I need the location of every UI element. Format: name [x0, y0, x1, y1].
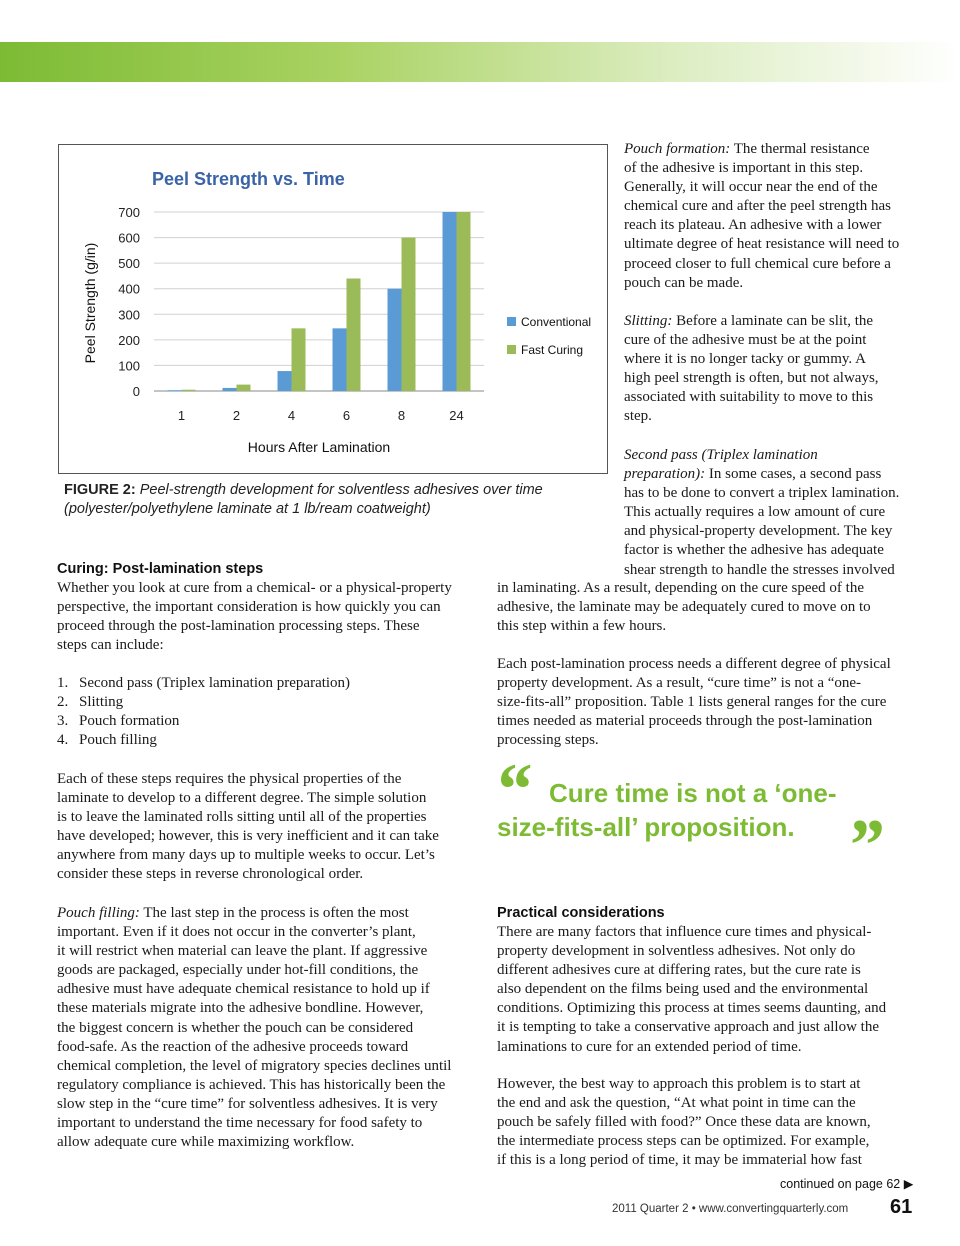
- practical-paragraph-2: [497, 1075, 927, 1170]
- practical-paragraph-1: [497, 923, 927, 1057]
- text-line: property development. As a result, “cure time” is not a “one-: [497, 675, 862, 692]
- second-pass-lead-2: preparation):: [624, 466, 706, 483]
- bar-fast-curing-4: [292, 328, 306, 391]
- peel-strength-chart: [58, 144, 608, 474]
- text-line: in laminating. As a result, depending on the cure speed of the: [497, 580, 864, 596]
- y-tick-label: 200: [118, 332, 140, 348]
- bar-conventional-8: [388, 289, 402, 391]
- text-line: different adhesives cure at differing rates, but the cure rate is: [497, 962, 861, 979]
- text-line: these materials migrate into the adhesive bondline. However,: [57, 1000, 424, 1017]
- list-number: 3.: [57, 713, 69, 730]
- text-line: However, the best way to approach this problem is to start at: [497, 1076, 861, 1092]
- text-line: There are many factors that influence cure times and physical-: [497, 924, 872, 940]
- text-line: laminate to develop to a different degree. The simple solution: [57, 790, 427, 807]
- text-line: proceed through the post-lamination processing steps. These: [57, 618, 420, 635]
- bar-conventional-6: [333, 328, 347, 391]
- text-line: The thermal resistance: [733, 141, 870, 157]
- text-line: has to be done to convert a triplex lamination.: [624, 485, 900, 502]
- text-line: proceed closer to full chemical cure before a: [624, 255, 891, 272]
- text-line: This actually requires a low amount of cure: [624, 504, 886, 521]
- bar-fast-curing-24: [457, 212, 471, 391]
- bar-fast-curing-1: [182, 390, 196, 391]
- text-line: times needed as material proceeds through the post-lamination: [497, 713, 873, 730]
- x-tick-label: 6: [342, 408, 351, 423]
- text-line: pouch be safely filled with food?” Once these data are known,: [497, 1114, 871, 1131]
- bar-conventional-4: [278, 371, 292, 391]
- second-pass-continuation: [497, 579, 927, 636]
- list-item: [57, 731, 487, 750]
- header-color-band: [0, 42, 960, 82]
- text-line: also dependent on the films being used and the environmental: [497, 981, 869, 998]
- text-line: high peel strength is often, but not always,: [624, 370, 879, 387]
- pouch-filling-lead: Pouch filling:: [57, 905, 140, 921]
- bar-conventional-1: [168, 390, 182, 391]
- bar-conventional-24: [443, 212, 457, 391]
- second-pass-paragraph: [624, 446, 924, 580]
- list-item: [57, 693, 487, 712]
- text-line: important. Even if it does not occur in the converter’s plant,: [57, 924, 416, 941]
- bar-conventional-2: [223, 388, 237, 391]
- x-tick-label: 2: [232, 408, 241, 423]
- text-line: where it is no longer tacky or gummy. A: [624, 351, 866, 368]
- text-line: it will restrict when material can leave the plant. If aggressive: [57, 943, 428, 960]
- y-tick-label: 500: [118, 256, 140, 272]
- text-line: chemical cure and after the peel strength has: [624, 198, 891, 215]
- text-line: adhesive, the laminate may be adequately cured to move on to: [497, 599, 871, 616]
- text-line: laminations to cure for an extended period of time.: [497, 1038, 802, 1055]
- bar-fast-curing-2: [237, 385, 251, 391]
- text-line: the end and ask the question, “At what point in time can the: [497, 1095, 856, 1112]
- legend-label-fast-curing: Fast Curing: [521, 343, 584, 357]
- text-line: the intermediate process steps can be optimized. For example,: [497, 1133, 870, 1150]
- curing-intro-paragraph: [57, 579, 487, 655]
- y-tick-label: 600: [118, 230, 140, 246]
- text-line: pouch can be made.: [624, 274, 744, 291]
- list-number: 1.: [57, 675, 69, 691]
- text-line: food-safe. As the reaction of the adhesive proceeds toward: [57, 1038, 409, 1055]
- text-line: Each post-lamination process needs a different degree of physical: [497, 656, 891, 672]
- cure-time-paragraph: [497, 655, 927, 750]
- chart-canvas: [59, 145, 607, 473]
- caption-line-1: Peel-strength development for solventless adhesives over time: [139, 482, 543, 498]
- bar-fast-curing-6: [347, 278, 361, 391]
- x-tick-label: 1: [177, 408, 186, 423]
- caption-line-2: (polyester/polyethylene laminate at 1 lb/ream coatweight): [64, 501, 431, 517]
- continued-link[interactable]: continued on page 62 ▶: [780, 1177, 914, 1191]
- figure-label: FIGURE 2:: [64, 482, 136, 498]
- issue-footer: 2011 Quarter 2 • www.convertingquarterly.com: [612, 1203, 849, 1215]
- text-line: size-fits-all” proposition. Table 1 lists general ranges for the cure: [497, 694, 887, 711]
- y-axis-label: Peel Strength (g/in): [82, 242, 98, 364]
- text-line: Generally, it will occur near the end of the: [624, 179, 878, 196]
- text-line: it is tempting to take a conservative approach and just allow the: [497, 1019, 879, 1036]
- list-number: 4.: [57, 732, 69, 749]
- close-quote-mark: ”: [846, 805, 883, 887]
- text-line: the biggest concern is whether the pouch can be considered: [57, 1019, 414, 1036]
- text-line: cure of the adhesive must be at the point: [624, 332, 867, 349]
- legend-swatch-fast-curing: [507, 345, 516, 354]
- list-item: [57, 674, 487, 693]
- open-quote-mark: “: [494, 749, 531, 831]
- pouch-formation-paragraph: [624, 140, 924, 293]
- text-line: reach its plateau. An adhesive with a lower: [624, 217, 882, 234]
- text-line: consider these steps in reverse chronological order.: [57, 866, 364, 883]
- y-tick-label: 700: [118, 205, 140, 220]
- text-line: this step within a few hours.: [497, 618, 667, 635]
- y-tick-label: 100: [118, 358, 140, 374]
- text-line: goods are packaged, especially under hot-fill conditions, the: [57, 962, 419, 979]
- text-line: shear strength to handle the stresses involved: [624, 561, 895, 578]
- chart-title: Peel Strength vs. Time: [152, 169, 345, 189]
- text-line: anywhere from many days up to multiple weeks to occur. Let’s: [57, 847, 435, 864]
- text-line: chemical completion, the level of migratory species declines until: [57, 1057, 452, 1074]
- text-line: adhesive must have adequate chemical resistance to hold up if: [57, 981, 430, 998]
- text-line: associated with suitability to move to this: [624, 389, 874, 406]
- text-line: conditions. Optimizing this process at times seems daunting, and: [497, 1000, 887, 1017]
- text-line: perspective, the important consideration is how quickly you can: [57, 599, 441, 616]
- x-tick-label: 8: [397, 408, 406, 423]
- text-line: The last step in the process is often the most: [143, 905, 409, 921]
- legend-label-conventional: Conventional: [521, 315, 592, 329]
- text-line: Before a laminate can be slit, the: [676, 313, 874, 329]
- pouch-filling-paragraph: [57, 904, 487, 1152]
- page-number: 61: [890, 1196, 913, 1218]
- y-tick-label: 0: [132, 384, 140, 399]
- x-tick-label: 4: [287, 408, 296, 423]
- section-heading-curing: Curing: Post-lamination steps: [57, 561, 264, 577]
- list-text: Second pass (Triplex lamination preparation): [79, 675, 351, 691]
- list-item: [57, 712, 487, 731]
- pull-quote-line-2: size-fits-all’ proposition.: [497, 812, 795, 842]
- section-heading-practical: Practical considerations: [497, 905, 665, 921]
- x-tick-label: 24: [449, 408, 464, 423]
- text-line: is to leave the laminated rolls sitting until all of the properties: [57, 809, 427, 826]
- legend-swatch-conventional: [507, 317, 516, 326]
- text-line: Each of these steps requires the physical properties of the: [57, 771, 402, 787]
- x-axis-label: Hours After Lamination: [247, 439, 391, 455]
- list-text: Pouch filling: [79, 732, 157, 749]
- y-tick-label: 400: [118, 281, 140, 297]
- text-line: of the adhesive is important in this step.: [624, 160, 864, 177]
- text-line: property development in solventless adhesives. Not only do: [497, 943, 856, 960]
- properties-paragraph: [57, 770, 487, 885]
- y-tick-label: 300: [118, 307, 140, 323]
- pouch-formation-lead: Pouch formation:: [624, 141, 731, 157]
- slitting-lead: Slitting:: [624, 313, 673, 329]
- list-text: Slitting: [79, 694, 124, 711]
- text-line: if this is a long period of time, it may be immaterial how fast: [497, 1152, 862, 1169]
- text-line: regulatory compliance is achieved. This has historically been the: [57, 1076, 446, 1093]
- text-line: ultimate degree of heat resistance will need to: [624, 236, 900, 253]
- text-line: important to understand the time necessary for food safety to: [57, 1115, 423, 1132]
- slitting-paragraph: [624, 312, 924, 427]
- text-line: Whether you look at cure from a chemical- or a physical-property: [57, 580, 452, 596]
- text-line: step.: [624, 408, 652, 425]
- text-line: processing steps.: [497, 732, 599, 749]
- steps-list: [57, 674, 487, 750]
- chart-legend: [507, 315, 591, 357]
- bar-fast-curing-8: [402, 238, 416, 391]
- second-pass-lead: Second pass (Triplex lamination: [624, 447, 818, 463]
- text-line: steps can include:: [57, 637, 164, 654]
- text-line: slow step in the “cure time” for solventless adhesives. It is very: [57, 1095, 438, 1112]
- text-line: have developed; however, this is very inefficient and it can take: [57, 828, 439, 845]
- text-line: and physical-property development. The key: [624, 523, 893, 540]
- text-line: allow adequate cure while maximizing workflow.: [57, 1134, 355, 1151]
- text-line: factor is whether the adhesive has adequate: [624, 542, 884, 559]
- figure-caption: [64, 481, 604, 519]
- text-line: In some cases, a second pass: [708, 466, 882, 483]
- pull-quote-line-1: Cure time is not a ‘one-: [549, 778, 837, 808]
- list-number: 2.: [57, 694, 69, 711]
- list-text: Pouch formation: [79, 713, 180, 730]
